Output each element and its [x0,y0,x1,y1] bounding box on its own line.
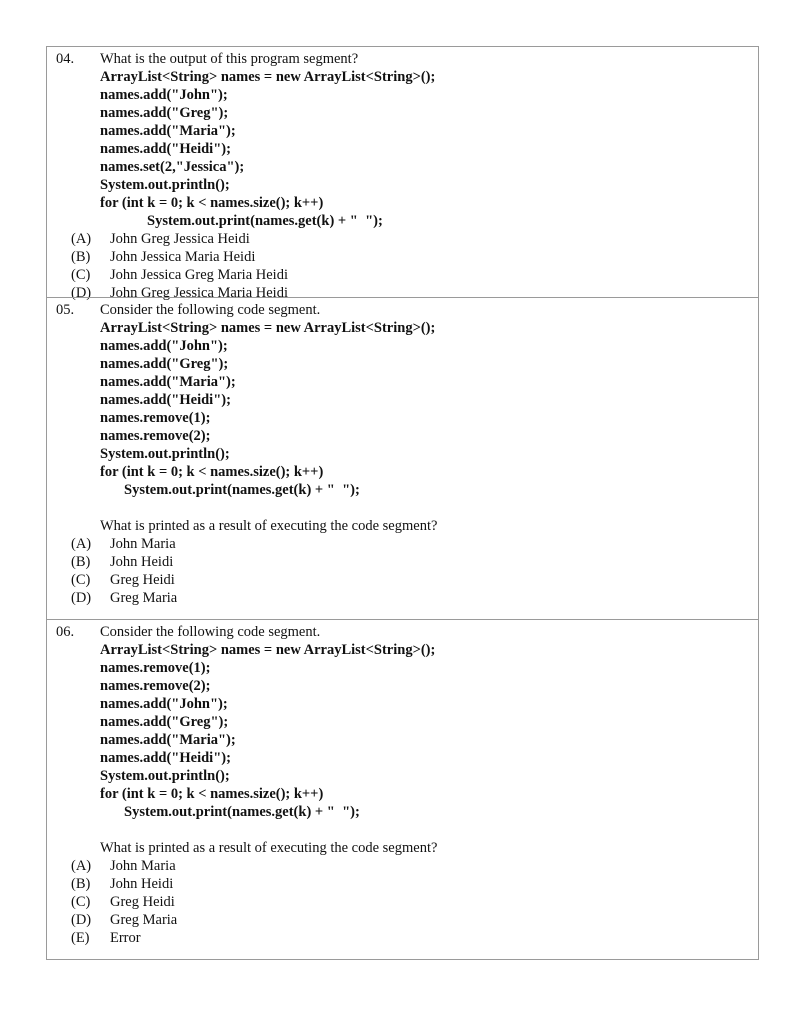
choice-text: John Greg Jessica Maria Heidi [110,285,288,301]
code-line: System.out.println(); [100,177,230,193]
choice-text: Greg Maria [110,912,178,928]
answer-choices [71,535,752,607]
spacer [100,821,752,839]
choice-text: John Maria [110,858,176,874]
answer-choice-c[interactable] [71,893,752,911]
code-line: System.out.println(); [100,446,230,462]
question-prompt: Consider the following code segment. [100,624,321,640]
choice-letter: (D) [71,912,92,928]
code-line: ArrayList<String> names = new ArrayList<String>(); [100,320,436,336]
choice-letter: (A) [71,231,92,247]
choice-letter: (A) [71,858,92,874]
code-line: names.remove(2); [100,678,211,694]
question-number: 04. [56,51,75,67]
question-number: 05. [56,302,75,318]
code-line: for (int k = 0; k < names.size(); k++) [100,195,324,211]
answer-choices [71,230,752,302]
answer-choice-c[interactable] [71,266,752,284]
code-line: names.add("Heidi"); [100,750,231,766]
answer-choice-d[interactable] [71,589,752,607]
answer-choice-a[interactable] [71,535,752,553]
choice-text: Greg Maria [110,590,178,606]
code-line: names.add("Maria"); [100,732,236,748]
code-line: names.add("Greg"); [100,105,229,121]
code-line: for (int k = 0; k < names.size(); k++) [100,786,324,802]
question-body [100,301,752,535]
code-line: names.remove(1); [100,410,211,426]
choice-letter: (C) [71,894,91,910]
choice-letter: (B) [71,249,91,265]
code-line: for (int k = 0; k < names.size(); k++) [100,464,324,480]
choice-letter: (C) [71,572,91,588]
choice-letter: (E) [71,930,90,946]
choice-text: John Jessica Greg Maria Heidi [110,267,288,283]
answer-choice-b[interactable] [71,248,752,266]
answer-choice-a[interactable] [71,857,752,875]
choice-text: John Maria [110,536,176,552]
choice-letter: (C) [71,267,91,283]
code-line: names.remove(2); [100,428,211,444]
code-line: names.remove(1); [100,660,211,676]
choice-letter: (A) [71,536,92,552]
code-line: names.add("Heidi"); [100,392,231,408]
choice-text: John Heidi [110,554,174,570]
choice-letter: (B) [71,876,91,892]
question-body [100,50,752,230]
choice-text: Error [110,930,141,946]
code-line: names.add("Greg"); [100,714,229,730]
question-05-box [46,297,759,620]
answer-choice-a[interactable] [71,230,752,248]
code-line: System.out.print(names.get(k) + " "); [124,482,360,498]
question-06-box [46,619,759,960]
code-line: names.add("John"); [100,696,228,712]
code-line: System.out.println(); [100,768,230,784]
code-line: ArrayList<String> names = new ArrayList<String>(); [100,642,436,658]
answer-choice-b[interactable] [71,875,752,893]
answer-choice-e[interactable] [71,929,752,947]
answer-choice-b[interactable] [71,553,752,571]
question-04-box [46,46,759,301]
code-line: names.add("Greg"); [100,356,229,372]
choice-letter: (D) [71,590,92,606]
question-body [100,623,752,857]
question-number: 06. [56,624,75,640]
code-line: System.out.print(names.get(k) + " "); [147,213,383,229]
answer-choices [71,857,752,947]
choice-text: Greg Heidi [110,894,175,910]
code-line: names.add("Maria"); [100,123,236,139]
choice-letter: (B) [71,554,91,570]
choice-text: John Greg Jessica Heidi [110,231,250,247]
choice-text: John Heidi [110,876,174,892]
code-line: names.set(2,"Jessica"); [100,159,245,175]
choice-text: Greg Heidi [110,572,175,588]
choice-text: John Jessica Maria Heidi [110,249,256,265]
choice-letter: (D) [71,285,92,301]
question-followup: What is printed as a result of executing the code segment? [100,518,438,534]
code-line: System.out.print(names.get(k) + " "); [124,804,360,820]
answer-choice-d[interactable] [71,911,752,929]
question-followup: What is printed as a result of executing the code segment? [100,840,438,856]
code-line: ArrayList<String> names = new ArrayList<String>(); [100,69,436,85]
spacer [100,499,752,517]
question-prompt: Consider the following code segment. [100,302,321,318]
code-line: names.add("Heidi"); [100,141,231,157]
code-line: names.add("John"); [100,87,228,103]
answer-choice-c[interactable] [71,571,752,589]
code-line: names.add("John"); [100,338,228,354]
question-prompt: What is the output of this program segment? [100,51,359,67]
code-line: names.add("Maria"); [100,374,236,390]
